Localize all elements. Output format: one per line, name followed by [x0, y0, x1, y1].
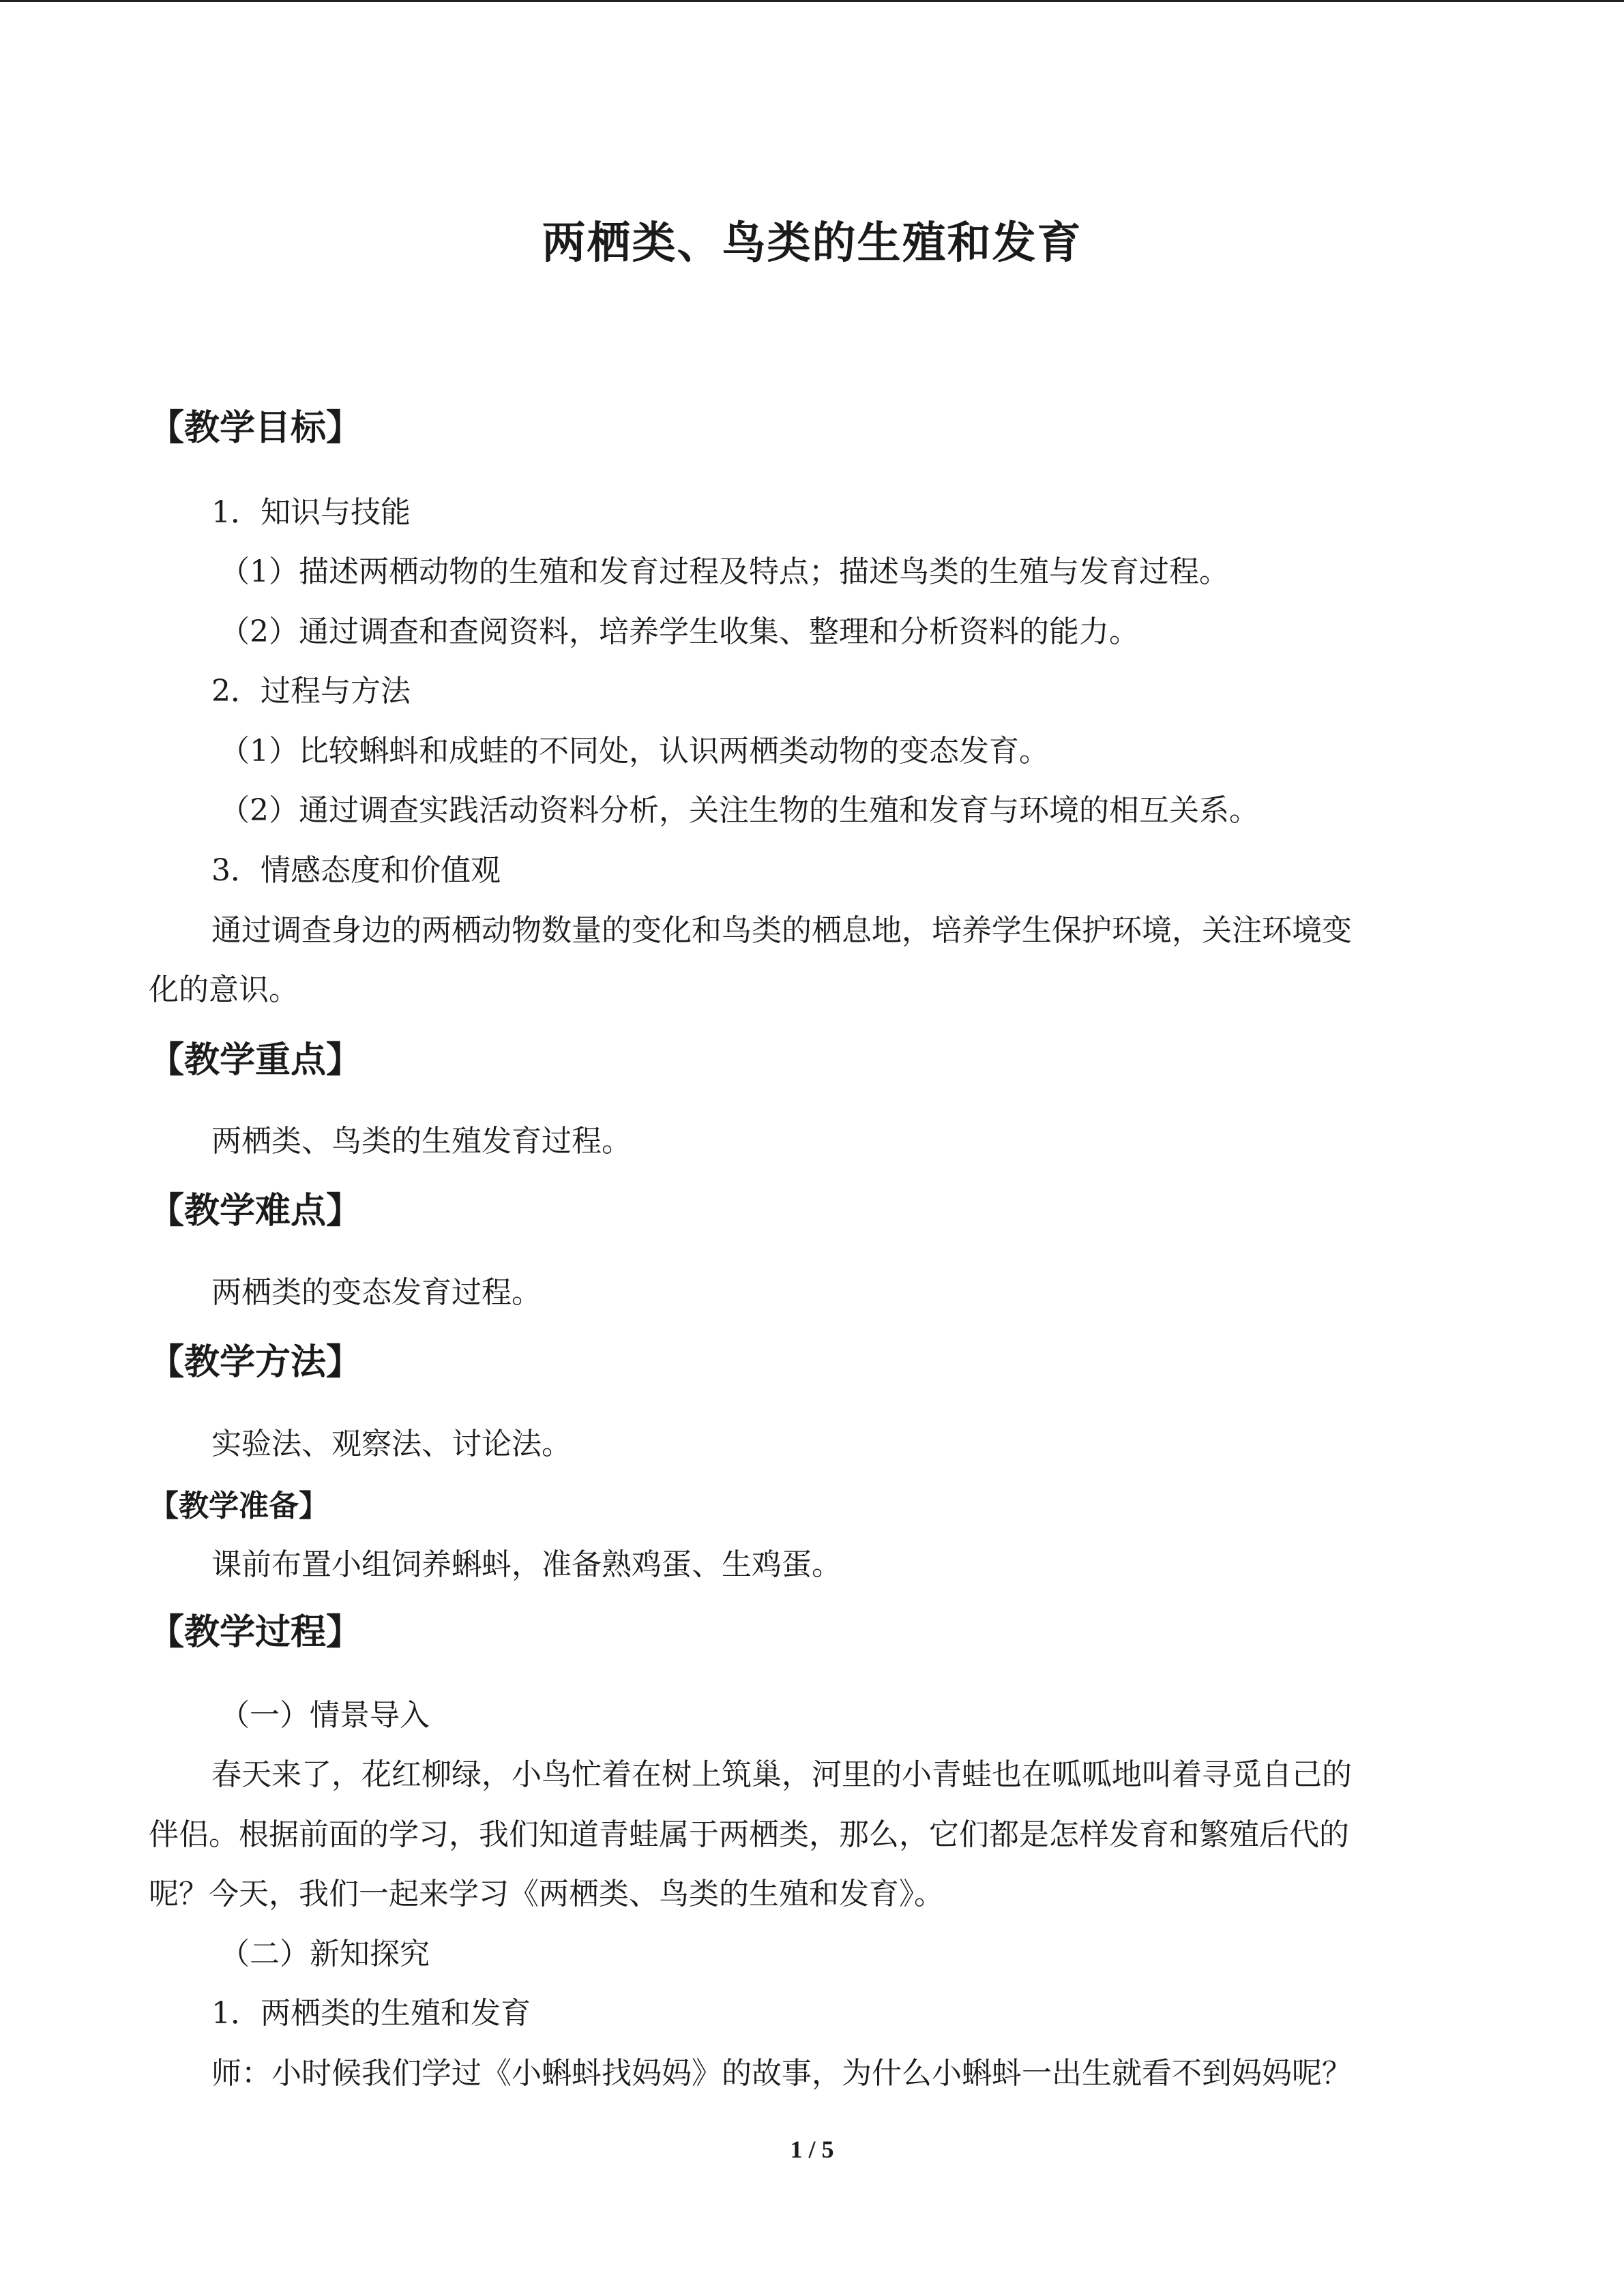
- objective-line: （2）通过调查和查阅资料，培养学生收集、整理和分析资料的能力。: [220, 614, 1139, 649]
- preparation-text: 课前布置小组饲养蝌蚪，准备熟鸡蛋、生鸡蛋。: [211, 1547, 842, 1582]
- difficulties-text: 两栖类的变态发育过程。: [211, 1275, 542, 1310]
- objective-line: （1）比较蝌蚪和成蛙的不同处，认识两栖类动物的变态发育。: [220, 734, 1049, 769]
- objective-line: （2）通过调查实践活动资料分析，关注生物的生殖和发育与环境的相互关系。: [220, 793, 1259, 828]
- process-line: 呢？今天，我们一起来学习《两栖类、鸟类的生殖和发育》。: [149, 1877, 944, 1911]
- section-heading-difficulties: 【教学难点】: [149, 1190, 362, 1232]
- page-number: 1 / 5: [790, 2136, 834, 2163]
- section-heading-methods: 【教学方法】: [149, 1341, 362, 1383]
- process-line: （一）情景导入: [220, 1698, 430, 1733]
- process-line: （二）新知探究: [220, 1937, 430, 1971]
- section-heading-preparation: 【教学准备】: [149, 1489, 329, 1523]
- process-line: 师：小时候我们学过《小蝌蚪找妈妈》的故事，为什么小蝌蚪一出生就看不到妈妈呢？: [211, 2056, 1352, 2091]
- methods-text: 实验法、观察法、讨论法。: [211, 1427, 572, 1461]
- objective-line: 2．过程与方法: [211, 674, 411, 709]
- objective-line: 化的意识。: [149, 972, 299, 1007]
- process-line: 春天来了，花红柳绿，小鸟忙着在树上筑巢，河里的小青蛙也在呱呱地叫着寻觅自己的: [211, 1757, 1352, 1792]
- objective-line: （1）描述两栖动物的生殖和发育过程及特点；描述鸟类的生殖与发育过程。: [220, 554, 1229, 589]
- key-points-text: 两栖类、鸟类的生殖发育过程。: [211, 1124, 632, 1159]
- document-title: 两栖类、鸟类的生殖和发育: [542, 218, 1082, 269]
- objective-line: 通过调查身边的两栖动物数量的变化和鸟类的栖息地，培养学生保护环境，关注环境变: [211, 913, 1352, 948]
- objective-line: 1．知识与技能: [211, 495, 411, 530]
- process-line: 伴侣。根据前面的学习，我们知道青蛙属于两栖类，那么，它们都是怎样发育和繁殖后代的: [149, 1817, 1349, 1852]
- process-line: 1．两栖类的生殖和发育: [211, 1996, 531, 2031]
- objective-line: 3．情感态度和价值观: [211, 853, 501, 888]
- section-heading-objectives: 【教学目标】: [149, 407, 362, 449]
- section-heading-key-points: 【教学重点】: [149, 1039, 362, 1081]
- section-heading-process: 【教学过程】: [149, 1611, 362, 1653]
